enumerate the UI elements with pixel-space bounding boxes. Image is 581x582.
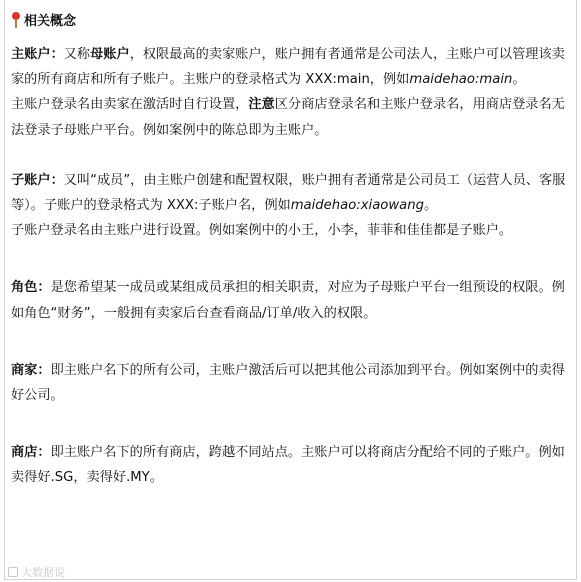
definition-text: 。 (423, 198, 438, 214)
sub-account-term: 子账户 (11, 172, 51, 188)
definition-text: 又叫“成员”，由主账户创建和配置权限，账户拥有者通常是公司员工（运营人员、客服等）。子账户的登录格式为 XXX:子账户名，例如 (11, 172, 566, 214)
login-example: maidehao:main (409, 72, 513, 88)
term-colon: ： (37, 362, 51, 378)
definition-text: 即主账户名下的所有公司，主账户激活后可以把其他公司添加到平台。例如案例中的卖得好公司。 (11, 362, 565, 404)
login-example: maidehao:xiaowang (290, 198, 424, 214)
store-definition (11, 440, 571, 490)
definition-text: 即主账户名下的所有商店，跨越不同站点。主账户可以将商店分配给不同的子账户。例如卖得好.SG，卖得好.MY。 (11, 445, 565, 486)
sub-account-note: 子账户登录名由主账户进行设置。例如案例中的小王，小李，菲菲和佳佳都是子账户。 (11, 223, 513, 239)
role-definition (11, 275, 571, 325)
main-account-term: 主账户 (11, 47, 51, 62)
store-term: 商店 (11, 445, 38, 461)
role-term: 角色 (11, 280, 38, 296)
watermark (8, 564, 65, 580)
section-title: 相关概念 (24, 14, 77, 29)
definition-text: 又称 (63, 47, 91, 62)
definition-text: 。 (512, 72, 526, 88)
merchant-definition (11, 358, 571, 408)
note-emphasis: 注意 (248, 97, 275, 113)
concept-list (11, 42, 571, 491)
section-header (11, 10, 76, 29)
note-text: 区分商店登录名和主账户登录名，用商店登录名无法登录子母账户平台。例如案例中的陈总即为主账户。 (11, 97, 565, 138)
definition-text: 是您希望某一成员或某组成员承担的相关职责，对应为子母账户平台一组预设的权限。例如角色“财务”，一般拥有卖家后台查看商品/订单/收入的权限。 (11, 280, 565, 321)
pushpin-icon (11, 11, 21, 29)
definition-text: ，权限最高的卖家账户，账户拥有者通常是公司法人，主账户可以管理该卖家的所有商店和所有子账户。主账户的登录格式为 XXX:main，例如 (11, 47, 565, 88)
term-colon: ： (37, 280, 51, 296)
term-colon: ： (37, 445, 51, 461)
watermark-icon (8, 567, 18, 577)
alias-term: 母账户 (90, 47, 130, 62)
main-account-note (11, 92, 571, 142)
main-account-definition (11, 42, 571, 92)
sub-account-definition (11, 168, 571, 218)
merchant-term: 商家 (11, 362, 38, 378)
term-colon: ： (50, 47, 64, 62)
watermark-text: 大数据说 (21, 566, 65, 579)
term-colon: ： (50, 172, 64, 188)
note-text: 主账户登录名由卖家在激活时自行设置， (11, 97, 249, 113)
